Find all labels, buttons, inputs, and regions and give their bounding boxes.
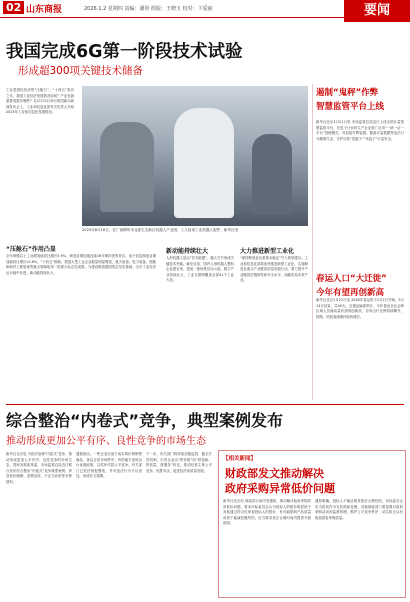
- section-a-title: “压舱石”作用凸显: [6, 246, 56, 253]
- page-number: 02: [3, 1, 24, 14]
- section-b-title: 新动能持续壮大: [166, 248, 209, 255]
- lower-body-2: 通报指出，一些企业以低于成本的价格销售商品，扰乱正常市场秩序；有的地方违规出台优惠政策，以奖补代替公平竞争。有关部门已依法督促整改，并对违法行为予以查处，形成有力震慑。: [76, 452, 142, 479]
- lead-headline: 我国完成6G第一阶段技术试验: [6, 42, 243, 62]
- lower-body-1: 新华社北京电 为依法治理“内卷式”竞争，推动形成更加公平有序、良性竞争的市场生态，国家发展改革委、市场监管总局近日联合发布综合整治“内卷式”竞争典型案例，涉及低价倾销、虚假宣传、不正当补贴等多种情形。: [6, 452, 72, 484]
- lower-headline: 综合整治“内卷式”竞争，典型案例发布: [6, 411, 284, 430]
- lower-body-3: 下一步，有关部门将持续加强监管，健全长效机制，引导企业由“拼价格”向“拼创新、拼质量、拼服务”转变，推动经营主体公平竞争、优胜劣汰，促进经济高质量发展。: [146, 452, 212, 473]
- side-story-1-body: 新华社北京1月21日电 市场监管总局近日上线全国计量智慧监管平台，在电子计价秤生产企业推广应用“一码一证一平台”管理模式，对加装作弊装置、篡改计量数据等违法行为精准打击，守护百姓“菜篮子”“米袋子”计量安全。: [316, 120, 404, 141]
- related-body-1: 新华社北京电 财政部日前印发通知，推动解决政府采购异常低价问题，要求评标委员会认为投标人的报价明显低于其他通过符合性审查投标人的报价，有可能影响产品质量或者不能诚信履约的，应当要求其在合理时间内提供书面说明。: [223, 499, 311, 526]
- related-news-box: [218, 450, 406, 598]
- side-story-2-title-line2: 今年有望再创新高: [316, 288, 385, 298]
- side-story-1-title-line1: 遏制“鬼秤”作弊: [316, 88, 379, 98]
- related-body-2: 通知明确，投标人不能证明其报价合理性的，评标委员会应当将其作为无效投标处理。各地财政部门要加强对政府采购活动的监督管理，维护公平竞争秩序，切实防止以价格战损害采购质量。: [315, 499, 403, 520]
- news-photo: [82, 86, 308, 226]
- issue-meta: 2026.1.2 星期四 责编：潘彤 组版：王晓玉 校对：卞爱丽: [84, 6, 213, 12]
- section-a-body: 全年规模以上工业增加值同比增长5.9%，制造业增加值连续16年保持世界首位。电子信息制造业增加值同比增长10.6%。“十四五”期间，我国大型工业企业数量明显增加，航天装备、电力装备、船舶和海洋工程装备等重点领域取得一批重大标志性成果，为建设制造强国奠定坚实基础。全年工业经济运行稳中有进，新动能持续壮大。: [6, 254, 156, 275]
- lead-body: 工业是国民经济的“压舱石”。“十四五”收官之年，我国工业经济发展情况如何？产业发展重要成果有哪些？在2月23日举行的国新办新闻发布会上，工业和信息化部有关负责人介绍2025年工业和信息化发展情况。: [6, 88, 74, 115]
- section-c-title: 大力推进新型工业化: [240, 248, 295, 255]
- related-title-line2: 政府采购异常低价问题: [225, 482, 335, 495]
- side-story-2-headline: [316, 272, 406, 298]
- section-b-body: 人形机器人是由“首关破题”，越大关节形成关键技术突破。截至目前，国内人形机器人整机企业超百家，建成一批场景应用示范。数字产业持续壮大，工业互联网覆盖全部41个工业大类。: [166, 256, 234, 283]
- lower-subhead: 推动形成更加公平有序、良性竞争的市场生态: [6, 436, 206, 447]
- section-c-body: “保持制造业比重基本稳定”写入规划建议。工业和信息化部将加快推进新型工业化，实施制造业重点产业链高质量发展行动，着力提升产业链供应链韧性和安全水平，前瞻布局未来产业。: [240, 256, 308, 283]
- side-story-1-headline: [316, 86, 406, 112]
- section-label: 要闻: [344, 0, 410, 22]
- photo-robot: [174, 108, 234, 218]
- photo-caption: 2025年8月18日，在广西柳州市北部生态新区机器人产业园，工人检查工业机器人配件。新华社发: [82, 228, 239, 232]
- related-title-line1: 财政部发文推动解决: [225, 467, 324, 480]
- column-divider: [312, 84, 313, 400]
- lead-subhead: 形成超300项关键技术储备: [18, 65, 144, 77]
- side-story-1-title-line2: 智慧监管平台上线: [316, 102, 385, 112]
- photo-figure-right: [252, 134, 292, 214]
- side-story-2-title-line1: 春运人口“大迁徙”: [316, 274, 387, 284]
- related-news-tag: 【相关新闻】: [223, 456, 257, 462]
- page-header: [0, 0, 410, 18]
- photo-figure-left: [100, 122, 154, 212]
- section-divider: [6, 404, 404, 405]
- newspaper-name: 山东商报: [26, 5, 63, 15]
- side-story-2-body: 新华社北京1月21日电 2026年春运将于2月2日开始，3月13日结束，共40天。交通运输部预计，今年春运全社会跨区域人员流动量有望再创新高，自驾出行比例持续攀升，铁路、民航客流保持较快增长。: [316, 298, 404, 319]
